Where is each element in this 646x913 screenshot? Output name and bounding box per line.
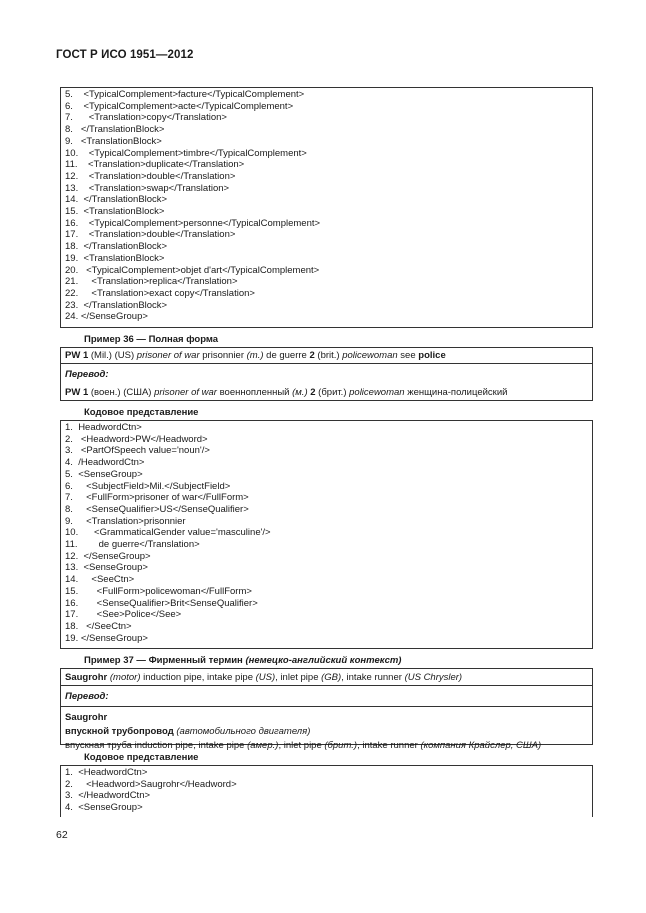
entry-text: (м.) bbox=[292, 387, 308, 398]
code-line: 7. <Translation>copy</Translation> bbox=[65, 112, 227, 124]
code-block-2 bbox=[60, 420, 593, 649]
code-caption: Кодовое представление bbox=[84, 407, 199, 418]
example-36-translation bbox=[61, 384, 592, 400]
code-line: 2. <Headword>PW</Headword> bbox=[65, 433, 208, 445]
code-line: 24. </SenseGroup> bbox=[65, 311, 148, 323]
code-line: 8. </TranslationBlock> bbox=[65, 124, 165, 136]
entry-text: (m.) bbox=[246, 350, 264, 361]
headword: PW 1 bbox=[65, 350, 89, 361]
entry-text: (амер.) bbox=[247, 740, 279, 751]
example-37-box bbox=[60, 668, 593, 751]
translation-line bbox=[61, 725, 592, 739]
entry-text: военнопленный bbox=[216, 387, 293, 398]
entry-text: (компания Крайслер, США) bbox=[420, 740, 542, 751]
code-line: 9. <TranslationBlock> bbox=[65, 135, 162, 147]
entry-text: (brit.) bbox=[314, 350, 343, 361]
entry-text: , inlet pipe bbox=[275, 672, 322, 683]
code-line: 11. <Translation>duplicate</Translation> bbox=[65, 159, 245, 171]
code-line: 13. <SenseGroup> bbox=[65, 562, 148, 574]
entry-text: , intake runner bbox=[357, 740, 421, 751]
entry-text: впускной трубопровод bbox=[65, 726, 174, 737]
code-line: 15. <FullForm>policewoman</FullForm> bbox=[65, 585, 252, 597]
code-line: 16. <TypicalComplement>personne</TypicalComplement> bbox=[65, 217, 321, 229]
caption-text: Пример 37 — Фирменный термин bbox=[84, 655, 246, 666]
entry-text: , intake runner bbox=[341, 672, 405, 683]
entry-text: (Mil.) (US) bbox=[88, 350, 137, 361]
code-line: 22. <Translation>exact copy</Translation> bbox=[65, 287, 255, 299]
code-line: 13. <Translation>swap</Translation> bbox=[65, 182, 230, 194]
code-line: 20. <TypicalComplement>objet d'art</TypicalComplement> bbox=[65, 264, 320, 276]
code-line: 18. </TranslationBlock> bbox=[65, 241, 168, 253]
code-line: 21. <Translation>replica</Translation> bbox=[65, 276, 238, 288]
entry-text: prisoner of war bbox=[154, 387, 217, 398]
code-line: 12. </SenseGroup> bbox=[65, 550, 151, 562]
code-line: 6. <TypicalComplement>acte</TypicalComplement> bbox=[65, 100, 294, 112]
code-line: 17. <See>Police</See> bbox=[65, 609, 182, 621]
translation-label: Перевод: bbox=[61, 685, 592, 706]
entry-text: женщина-полицейский bbox=[404, 387, 508, 398]
entry-text: (GB) bbox=[321, 672, 342, 683]
code-line: 5. <TypicalComplement>facture</TypicalComplement> bbox=[65, 89, 305, 100]
code-line: 1. HeadwordCtn> bbox=[65, 422, 142, 433]
example-36-caption: Пример 36 — Полная форма bbox=[84, 334, 219, 345]
entry-text: (US Chrysler) bbox=[404, 672, 463, 683]
code-line: 1. <HeadwordCtn> bbox=[65, 767, 148, 778]
code-line: 10. <GrammaticalGender value='masculine'/> bbox=[65, 527, 271, 539]
entry-text: 2 bbox=[310, 387, 316, 398]
code-line: 7. <FullForm>prisoner of war</FullForm> bbox=[65, 492, 249, 504]
code-line: 15. <TranslationBlock> bbox=[65, 206, 165, 218]
code-lines bbox=[61, 766, 592, 814]
translation-label: Перевод: bbox=[61, 363, 592, 384]
example-37-translation bbox=[61, 706, 592, 753]
code-line: 8. <SenseQualifier>US</SenseQualifier> bbox=[65, 503, 249, 515]
code-lines bbox=[61, 88, 592, 323]
example-36-entry bbox=[61, 348, 592, 363]
entry-text: , inlet pipe bbox=[278, 740, 325, 751]
code-block-3 bbox=[60, 765, 593, 817]
code-line: 14. <SeeCtn> bbox=[65, 574, 135, 586]
example-37-entry bbox=[61, 669, 592, 685]
entry-text: (брит.) bbox=[324, 740, 358, 751]
code-line: 6. <SubjectField>Mil.</SubjectField> bbox=[65, 480, 231, 492]
code-line: 9. <Translation>prisonnier bbox=[65, 515, 186, 527]
entry-text: (motor) bbox=[109, 672, 141, 683]
entry-text: 2 bbox=[309, 350, 315, 361]
code-line: 5. <SenseGroup> bbox=[65, 468, 143, 480]
example-36-box bbox=[60, 347, 593, 401]
code-line: 11. de guerre</Translation> bbox=[65, 539, 200, 551]
code-line: 14. </TranslationBlock> bbox=[65, 194, 168, 206]
caption-context: (немецко-английский контекст) bbox=[245, 655, 402, 666]
code-lines bbox=[61, 421, 592, 644]
code-line: 12. <Translation>double</Translation> bbox=[65, 170, 236, 182]
code-line: 18. </SeeCtn> bbox=[65, 620, 132, 632]
headword: PW 1 bbox=[65, 387, 89, 398]
entry-text: (воен.) (США) bbox=[88, 387, 155, 398]
headword: Saugrohr bbox=[65, 672, 108, 683]
page-number: 62 bbox=[56, 829, 68, 841]
code-line: 19. <TranslationBlock> bbox=[65, 252, 165, 264]
document-header: ГОСТ Р ИСО 1951—2012 bbox=[56, 49, 194, 61]
code-line: 23. </TranslationBlock> bbox=[65, 299, 168, 311]
code-caption: Кодовое представление bbox=[84, 752, 199, 763]
code-line: 3. <PartOfSpeech value='noun'/> bbox=[65, 445, 210, 457]
code-line: 3. </HeadwordCtn> bbox=[65, 790, 151, 802]
code-block-1 bbox=[60, 87, 593, 328]
translation-line bbox=[61, 739, 592, 753]
entry-text: induction pipe, intake pipe bbox=[140, 672, 256, 683]
code-line: 16. <SenseQualifier>Brit<SenseQualifier> bbox=[65, 597, 258, 609]
code-line: 4. /HeadwordCtn> bbox=[65, 457, 145, 469]
code-line: 10. <TypicalComplement>timbre</TypicalComplement> bbox=[65, 147, 307, 159]
entry-text: (брит.) bbox=[315, 387, 350, 398]
entry-text: policewoman bbox=[349, 387, 405, 398]
entry-text: впускная труба induction pipe, intake pipe bbox=[65, 740, 248, 751]
entry-text: prisonnier bbox=[199, 350, 247, 361]
entry-text: de guerre bbox=[263, 350, 310, 361]
entry-text: police bbox=[418, 350, 446, 361]
headword: Saugrohr bbox=[65, 712, 108, 723]
entry-text: (US) bbox=[255, 672, 276, 683]
entry-text: (автомобильного двигателя) bbox=[173, 726, 311, 737]
entry-text: see bbox=[397, 350, 419, 361]
code-line: 19. </SenseGroup> bbox=[65, 632, 148, 644]
code-line: 2. <Headword>Saugrohr</Headword> bbox=[65, 778, 237, 790]
entry-text: policewoman bbox=[342, 350, 398, 361]
code-line: 4. <SenseGroup> bbox=[65, 802, 143, 814]
code-line: 17. <Translation>double</Translation> bbox=[65, 229, 236, 241]
example-37-caption bbox=[84, 655, 401, 666]
entry-text: prisoner of war bbox=[136, 350, 200, 361]
